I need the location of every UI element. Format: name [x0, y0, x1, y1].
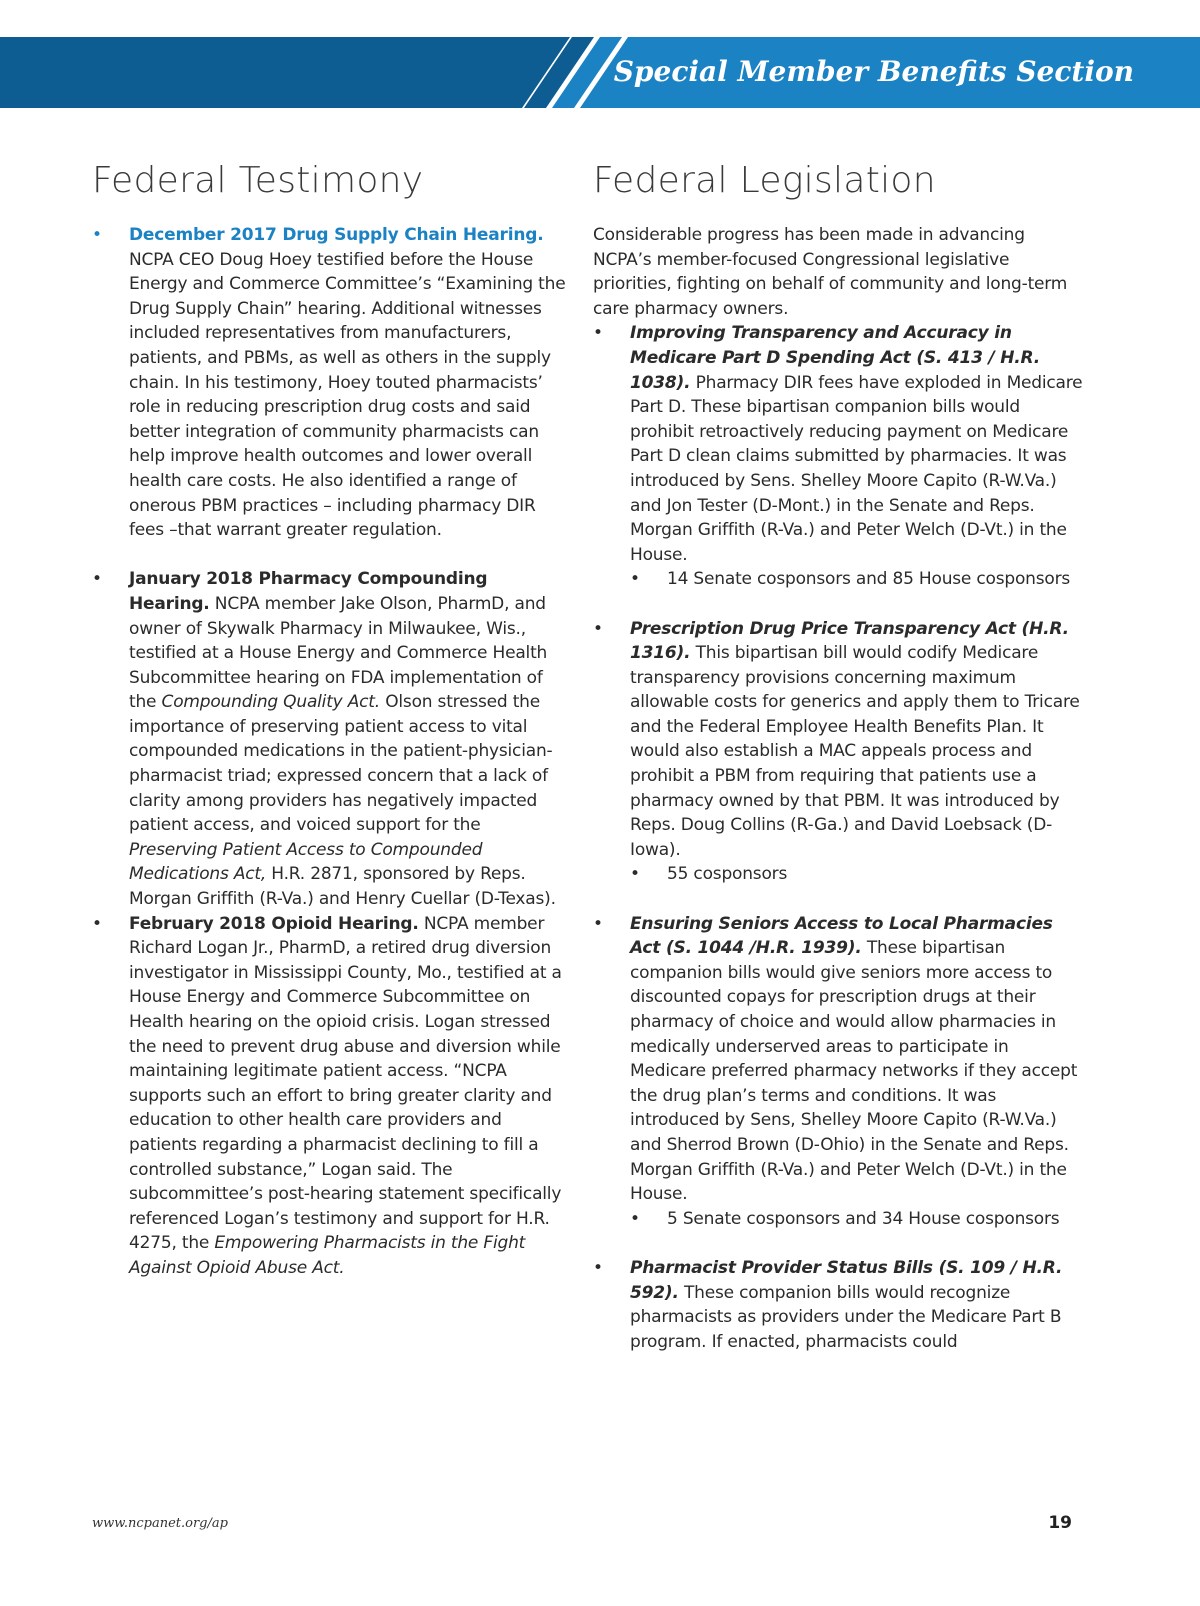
list-item — [593, 321, 1083, 592]
list-item — [92, 223, 572, 543]
item-lead: January 2018 Pharmacy Compounding Hearing. — [129, 569, 488, 614]
sub-list — [630, 567, 1083, 592]
list-item — [92, 567, 572, 911]
list-item — [593, 617, 1083, 888]
item-lead: Improving Transparency and Accuracy in Medicare Part D Spending Act (S. 413 / H.R. 1038). — [630, 323, 1040, 393]
item-lead: Ensuring Seniors Access to Local Pharmacies Act (S. 1044 /H.R. 1939). — [630, 913, 1053, 959]
item-lead: Prescription Drug Price Transparency Act (H.R. 1316). — [630, 618, 1069, 664]
testimony-list — [92, 223, 572, 1281]
legislation-intro: Considerable progress has been made in advancing NCPA’s member-focused Congressional legislative priorities, fighting on behalf of community and long-term care pharmacy owners. — [593, 225, 1068, 319]
item-body: NCPA member Richard Logan Jr., PharmD, a retired drug diversion investigator in Mississippi County, Mo., testified at a House Energy and Commerce Subcommittee on Health hearing on the opioid crisis. Logan stressed the need to prevent drug abuse and diversion while maintaining legitimate patient access. “NCPA supports such an effort to bring greater clarity and education to other health care providers and patients regarding a pharmacist declining to fill a controlled substance,” Logan said. The subcommittee’s post-hearing statement specifically referenced Logan’s testimony and support for H.R. 4275, the — [129, 913, 562, 1254]
banner-dark-band — [0, 37, 570, 108]
item-body: NCPA member Jake Olson, PharmD, and owner of Skywalk Pharmacy in Milwaukee, Wis., testified at a House Energy and Commerce Health Subcommittee hearing on FDA implementation of the — [129, 593, 548, 713]
section-title: Special Member Benefits Section — [613, 55, 1134, 88]
item-lead: December 2017 Drug Supply Chain Hearing. — [129, 225, 544, 245]
item-body: These companion bills would recognize pharmacists as providers under the Medicare Part B program. If enacted, pharmacists could — [630, 1282, 1062, 1352]
item-lead: February 2018 Opioid Hearing. — [129, 913, 419, 934]
item-body: H.R. 2871, sponsored by Reps. Morgan Griffith (R-Va.) and Henry Cuellar (D-Texas). — [129, 864, 556, 910]
list-item — [92, 912, 572, 1281]
item-act-title: Preserving Patient Access to Compounded Medications Act, — [129, 839, 483, 885]
federal-testimony-column — [92, 160, 572, 1281]
item-body: Pharmacy DIR fees have exploded in Medicare Part D. These bipartisan companion bills would prohibit retroactively reducing payment on Medicare Part D clean claims submitted by pharmacies. It was introduced by Sens. Shelley Moore Capito (R-W.Va.) and Jon Tester (D-Mont.) in the Senate and Reps. Morgan Griffith (R-Va.) and Peter Welch (D-Vt.) in the House. — [630, 372, 1083, 565]
item-body: Olson stressed the importance of preserving patient access to vital compounded medications in the patient-physician-pharmacist triad; expressed concern that a lack of clarity among providers has negatively impacted patient access, and voiced support for the — [129, 692, 553, 836]
list-item — [593, 1256, 1083, 1354]
federal-testimony-heading: Federal Testimony — [92, 160, 424, 201]
item-act-title: Compounding Quality Act. — [161, 692, 380, 713]
list-item — [593, 912, 1083, 1232]
item-body: These bipartisan companion bills would give seniors more access to discounted copays for prescription drugs at their pharmacy of choice and would allow pharmacies in medically underserved areas to participate in Medicare preferred pharmacy networks if they accept the drug plan’s terms and conditions. It was introduced by Sens, Shelley Moore Capito (R-W.Va.) and Sherrod Brown (D-Ohio) in the Senate and Reps. Morgan Griffith (R-Va.) and Peter Welch (D-Vt.) in the House. — [630, 938, 1078, 1205]
item-act-title: Empowering Pharmacists in the Fight Against Opioid Abuse Act. — [129, 1233, 526, 1278]
federal-legislation-column — [593, 160, 1083, 1354]
sub-list-item: • 14 Senate cosponsors and 85 House cosponsors — [630, 567, 1083, 592]
footer-url: www.ncpanet.org/ap — [92, 1516, 228, 1531]
sub-list — [630, 1207, 1083, 1232]
page-number: 19 — [1048, 1513, 1072, 1533]
sub-list — [630, 862, 1083, 887]
item-lead: Pharmacist Provider Status Bills (S. 109 / H.R. 592). — [630, 1257, 1063, 1303]
sub-list-item: • 5 Senate cosponsors and 34 House cosponsors — [630, 1207, 1083, 1232]
header-banner — [0, 37, 1200, 108]
sub-list-item: • 55 cosponsors — [630, 862, 1083, 887]
legislation-list — [593, 321, 1083, 1354]
item-body: This bipartisan bill would codify Medicare transparency provisions concerning maximum allowable costs for generics and apply them to Tricare and the Federal Employee Health Benefits Plan. It would also establish a MAC appeals process and prohibit a PBM from requiring that patients use a pharmacy owned by that PBM. It was introduced by Reps. Doug Collins (R-Ga.) and David Loebsack (D-Iowa). — [630, 643, 1080, 860]
federal-legislation-heading: Federal Legislation — [593, 160, 936, 201]
item-body: NCPA CEO Doug Hoey testified before the House Energy and Commerce Committee’s “Examining the Drug Supply Chain” hearing. Additional witnesses included representatives from manufacturers, patients, and PBMs, as well as others in the supply chain. In his testimony, Hoey touted pharmacists’ role in reducing prescription drug costs and said better integration of community pharmacists can help improve health outcomes and lower overall health care costs. He also identified a range of onerous PBM practices – including pharmacy DIR fees –that warrant greater regulation. — [129, 249, 566, 541]
